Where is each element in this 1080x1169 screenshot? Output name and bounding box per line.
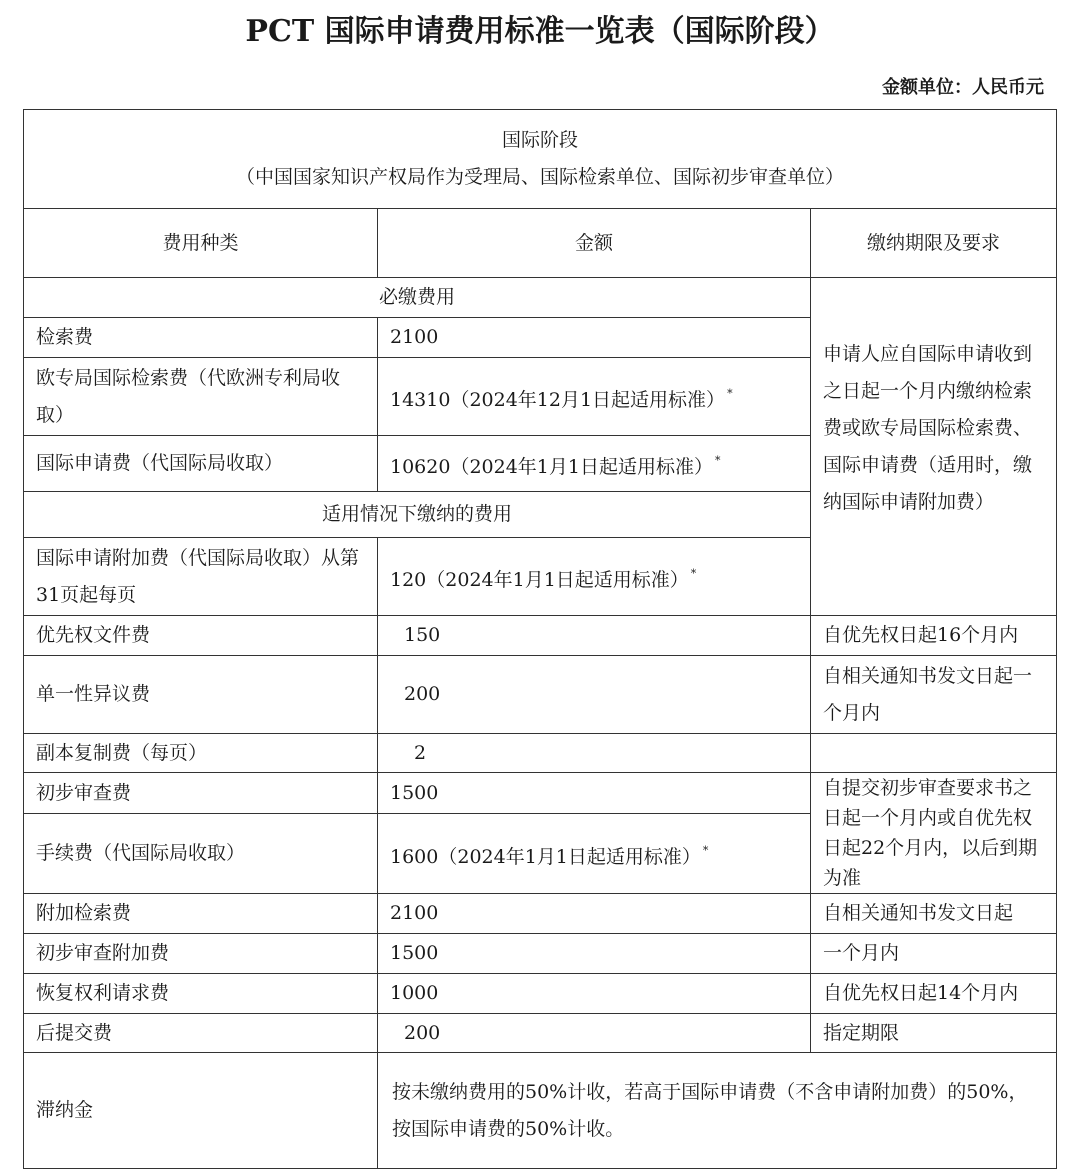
fee-amount: 1500 <box>378 934 811 974</box>
currency-unit-note: 金额单位：人民币元 <box>882 77 1044 98</box>
fee-name: 恢复权利请求费 <box>24 974 378 1014</box>
fee-name: 手续费（代国际局收取） <box>24 814 378 894</box>
page-title: PCT 国际申请费用标准一览表（国际阶段） <box>245 14 835 49</box>
fee-name: 国际申请附加费（代国际局收取）从第31页起每页 <box>24 538 378 616</box>
table-row <box>24 974 1057 1014</box>
fee-amount: 1500 <box>378 773 811 814</box>
header-deadline: 缴纳期限及要求 <box>811 209 1057 278</box>
deadline-prelim: 自提交初步审查要求书之日起一个月内或自优先权日起22个月内，以后到期为准 <box>811 773 1057 894</box>
deadline-restoration: 自优先权日起14个月内 <box>811 974 1057 1014</box>
fee-name: 单一性异议费 <box>24 656 378 734</box>
late-fee-description: 按未缴纳费用的50%计收，若高于国际申请费（不含申请附加费）的50%，按国际申请费的50%计收。 <box>378 1053 1057 1169</box>
deadline-unity: 自相关通知书发文日起一个月内 <box>811 656 1057 734</box>
table-row <box>24 656 1057 734</box>
fee-amount: 150 <box>378 616 811 656</box>
fee-name: 优先权文件费 <box>24 616 378 656</box>
table-row <box>24 773 1057 814</box>
fee-amount <box>378 436 811 492</box>
fee-amount: 200 <box>378 1014 811 1053</box>
fee-name: 初步审查费 <box>24 773 378 814</box>
header-amount: 金额 <box>378 209 811 278</box>
fee-amount: 2100 <box>378 318 811 358</box>
table-row <box>24 734 1057 773</box>
fee-amount <box>378 814 811 894</box>
footnote-mark: * <box>714 453 721 467</box>
deadline-priority-doc: 自优先权日起16个月内 <box>811 616 1057 656</box>
footnote-mark: * <box>702 843 709 857</box>
stage-band <box>24 110 1057 209</box>
deadline-empty <box>811 734 1057 773</box>
fee-amount-text: 1600（2024年1月1日起适用标准） <box>390 845 701 868</box>
fee-name: 滞纳金 <box>24 1053 378 1169</box>
fee-amount: 2 <box>378 734 811 773</box>
section-mandatory: 必缴费用 <box>24 278 811 318</box>
fee-amount: 2100 <box>378 894 811 934</box>
table-row <box>24 894 1057 934</box>
stage-band-title: 国际阶段 <box>502 129 579 151</box>
fee-amount: 1000 <box>378 974 811 1014</box>
fee-table <box>23 109 1057 1169</box>
table-row <box>24 616 1057 656</box>
fee-name: 国际申请费（代国际局收取） <box>24 436 378 492</box>
fee-name: 副本复制费（每页） <box>24 734 378 773</box>
footnote-mark: * <box>690 566 697 580</box>
deadline-prelim-additional: 一个月内 <box>811 934 1057 974</box>
fee-amount-text: 10620（2024年1月1日起适用标准） <box>390 455 713 478</box>
stage-band-subtitle: （中国国家知识产权局作为受理局、国际检索单位、国际初步审查单位） <box>236 166 845 188</box>
fee-name: 检索费 <box>24 318 378 358</box>
deadline-additional-search: 自相关通知书发文日起 <box>811 894 1057 934</box>
fee-name: 后提交费 <box>24 1014 378 1053</box>
deadline-main: 申请人应自国际申请收到之日起一个月内缴纳检索费或欧专局国际检索费、国际申请费（适用时，缴纳国际申请附加费） <box>811 278 1057 616</box>
deadline-late-submission: 指定期限 <box>811 1014 1057 1053</box>
fee-amount <box>378 538 811 616</box>
table-row <box>24 934 1057 974</box>
fee-name: 欧专局国际检索费（代欧洲专利局收取） <box>24 358 378 436</box>
footnote-mark: * <box>727 386 733 400</box>
fee-amount-text: 14310（2024年12月1日起适用标准） <box>390 388 726 411</box>
table-row <box>24 1053 1057 1169</box>
table-row <box>24 1014 1057 1053</box>
fee-amount: 200 <box>378 656 811 734</box>
fee-name: 附加检索费 <box>24 894 378 934</box>
header-fee-type: 费用种类 <box>24 209 378 278</box>
fee-name: 初步审查附加费 <box>24 934 378 974</box>
fee-amount-text: 120（2024年1月1日起适用标准） <box>390 568 689 591</box>
fee-amount <box>378 358 811 436</box>
section-optional: 适用情况下缴纳的费用 <box>24 492 811 538</box>
